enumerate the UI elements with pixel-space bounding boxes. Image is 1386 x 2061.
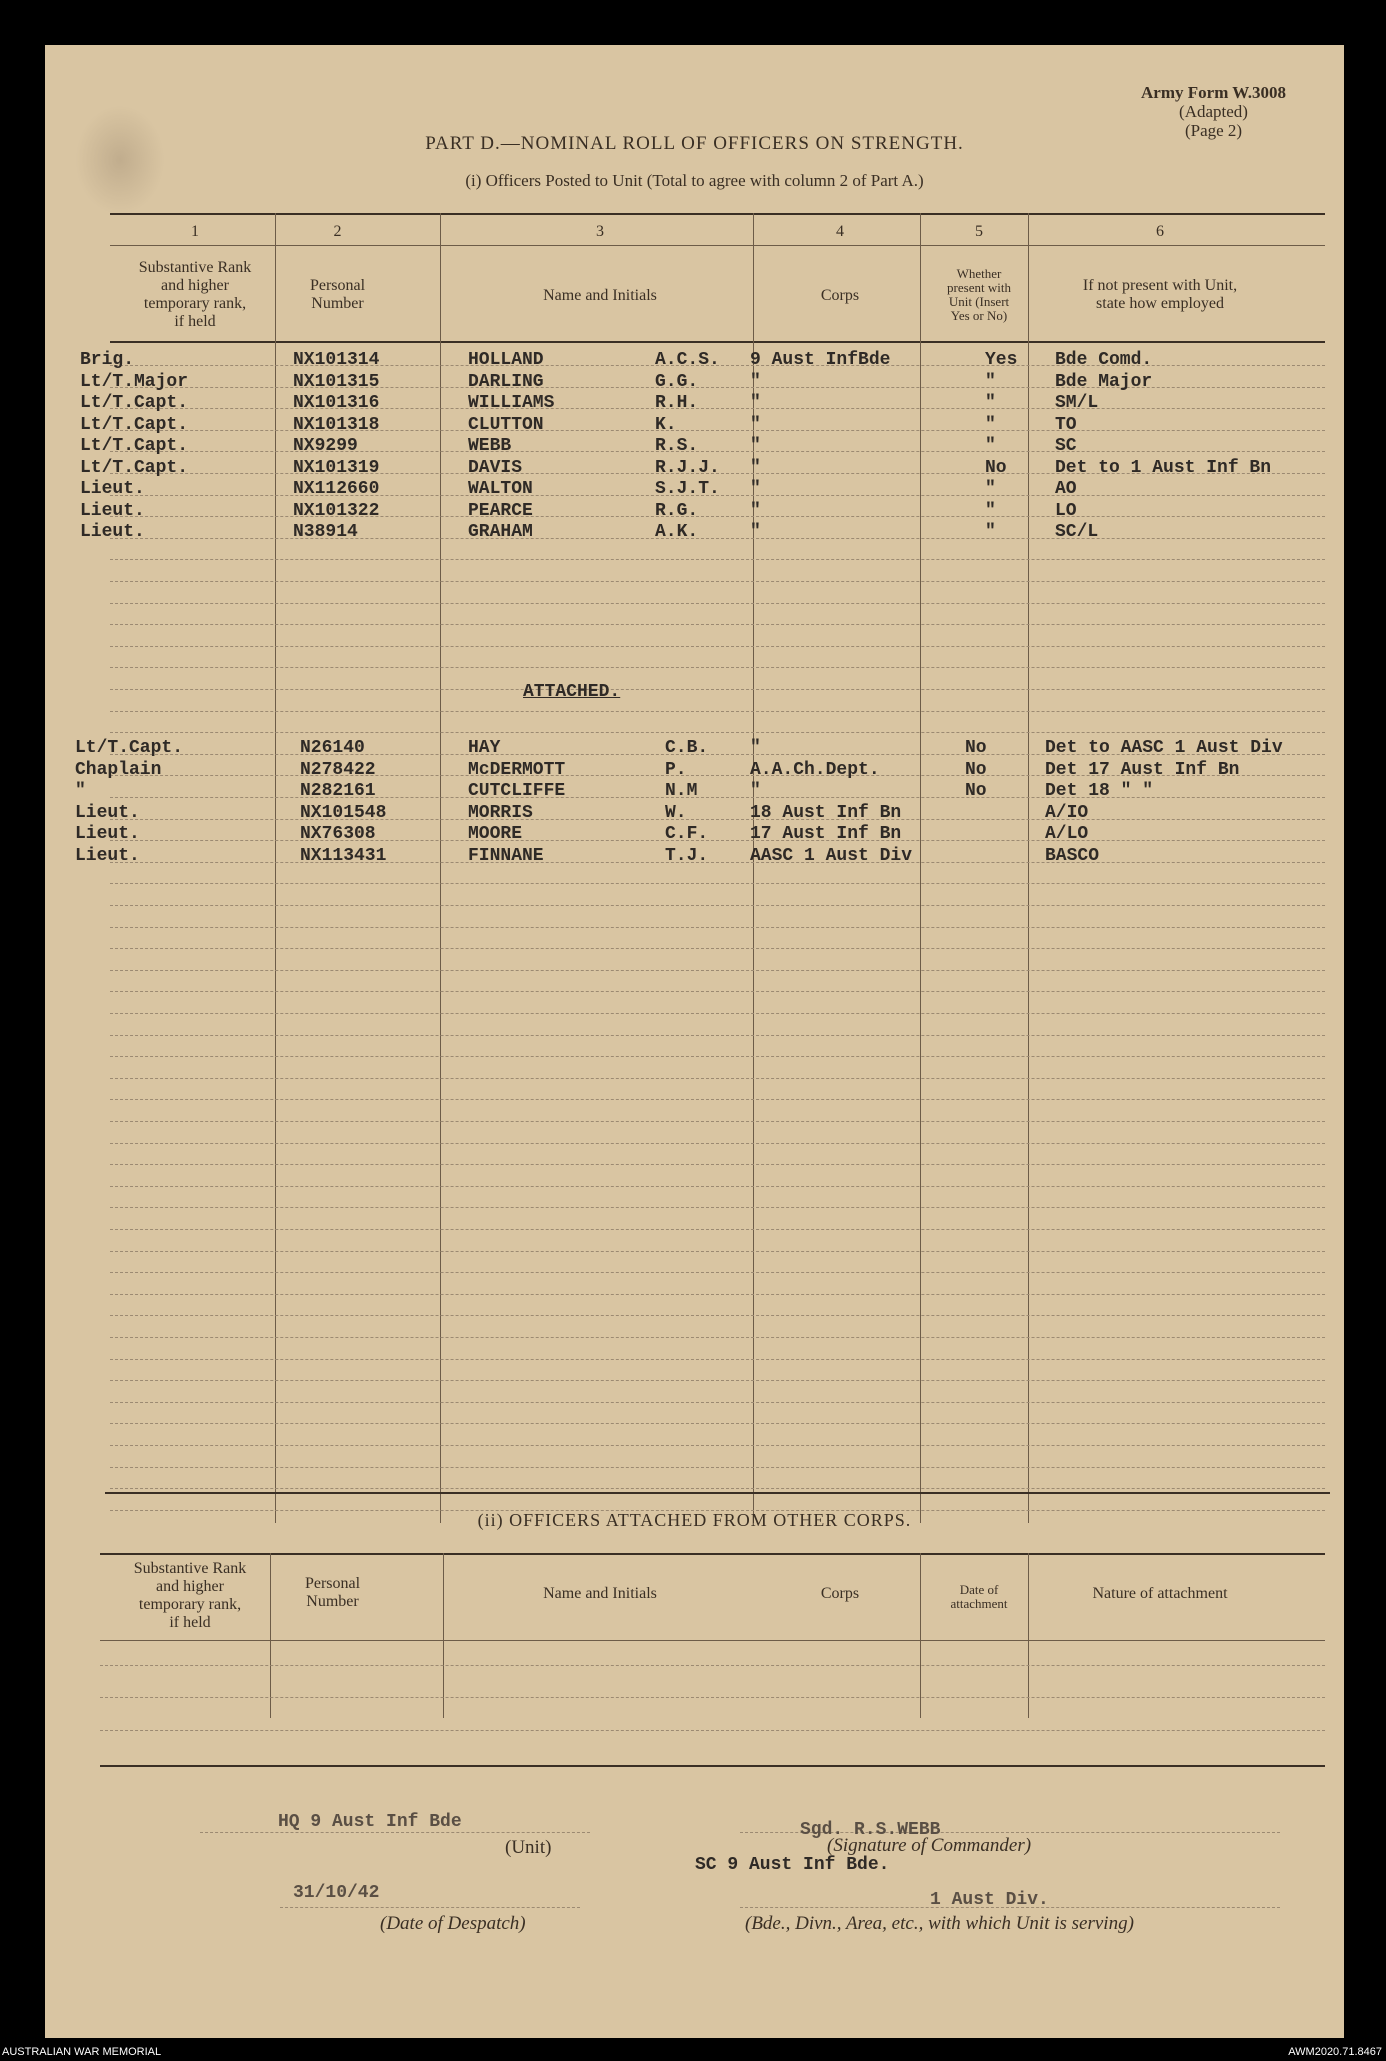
- present-cell: ": [985, 522, 996, 542]
- corps-cell: ": [750, 500, 761, 521]
- header-line: If not present with Unit,: [1082, 277, 1238, 294]
- col-number-3: 3: [596, 223, 604, 240]
- rank-cell: Lt/T.Capt.: [80, 457, 189, 478]
- row-rule: [110, 559, 1325, 560]
- row-rule: [110, 1099, 1325, 1100]
- personal-number-cell: NX101314: [293, 350, 380, 370]
- signature-value: Sgd. R.S.WEBB: [800, 1820, 941, 1840]
- table-bottom-rule: [105, 1492, 1330, 1494]
- employment-cell: LO: [1055, 500, 1077, 521]
- row-rule: [110, 840, 1325, 841]
- employment-cell: Bde Major: [1055, 371, 1153, 392]
- page-title: PART D.—NOMINAL ROLL OF OFFICERS ON STRENGTH.: [425, 133, 964, 154]
- rank-cell: Lieut.: [75, 802, 140, 823]
- employment-cell: Det to 1 Aust Inf Bn: [1055, 457, 1272, 478]
- personal-number-cell: NX76308: [300, 824, 376, 844]
- unit-caption: (Unit): [505, 1837, 552, 1858]
- header-line: state how employed: [1096, 295, 1224, 312]
- s2-bottom-rule: [100, 1765, 1325, 1767]
- header-bottom-rule: [110, 341, 1325, 343]
- corps-cell: ": [750, 738, 761, 758]
- header-line: attachment: [950, 1596, 1008, 1611]
- present-cell: ": [985, 414, 996, 435]
- employment-cell: AO: [1055, 479, 1077, 499]
- form-page: [45, 45, 1344, 2038]
- row-rule: [110, 1315, 1325, 1316]
- name-cell: MOORE: [468, 824, 523, 844]
- employment-cell: BASCO: [1045, 845, 1100, 866]
- initials-cell: S.J.T.: [655, 479, 720, 499]
- personal-number-cell: NX101316: [293, 393, 380, 413]
- header-line: Personal: [304, 1575, 361, 1592]
- personal-number-cell: NX101319: [293, 457, 380, 478]
- name-cell: DAVIS: [468, 457, 523, 478]
- corps-cell: ": [750, 781, 761, 801]
- employment-cell: Det 18 " ": [1045, 781, 1154, 801]
- role-value: SC 9 Aust Inf Bde.: [695, 1855, 890, 1875]
- personal-number-cell: N38914: [293, 522, 358, 542]
- name-cell: HAY: [468, 738, 501, 758]
- signature-caption: (Signature of Commander): [827, 1835, 1032, 1856]
- header-line: Substantive Rank: [133, 1560, 247, 1577]
- row-rule: [110, 1402, 1325, 1403]
- s2-header-nature: Nature of attachment: [1092, 1585, 1228, 1602]
- name-cell: DARLING: [468, 371, 544, 392]
- personal-number-cell: NX9299: [293, 436, 358, 456]
- corps-cell: ": [750, 479, 761, 499]
- s2-row-rule: [100, 1697, 1325, 1698]
- form-adapted: (Adapted): [1179, 102, 1248, 121]
- name-cell: CUTCLIFFE: [468, 781, 566, 801]
- header-line: and higher: [161, 277, 229, 294]
- page-subtitle: (i) Officers Posted to Unit (Total to agree with column 2 of Part A.): [465, 171, 924, 190]
- row-rule: [110, 1423, 1325, 1424]
- employment-cell: Det to AASC 1 Aust Div: [1045, 738, 1283, 758]
- row-rule: [110, 1207, 1325, 1208]
- present-cell: ": [985, 479, 996, 499]
- present-cell: Yes: [985, 350, 1018, 370]
- row-rule: [110, 646, 1325, 647]
- rank-cell: ": [75, 781, 86, 801]
- initials-cell: N.M: [665, 781, 698, 801]
- column-divider: [440, 213, 441, 1523]
- header-line: Yes or No): [950, 308, 1008, 323]
- row-rule: [110, 883, 1325, 884]
- employment-cell: SM/L: [1055, 393, 1099, 413]
- row-rule: [110, 948, 1325, 949]
- employment-cell: Det 17 Aust Inf Bn: [1045, 759, 1240, 780]
- present-cell: No: [965, 781, 987, 801]
- row-rule: [110, 624, 1325, 625]
- employment-cell: SC/L: [1055, 522, 1099, 542]
- rank-cell: Lt/T.Capt.: [80, 414, 189, 435]
- initials-cell: R.J.J.: [655, 457, 720, 478]
- col-header-employment: [1035, 277, 1285, 313]
- header-line: if held: [174, 313, 216, 330]
- initials-cell: R.S.: [655, 436, 699, 456]
- col-header-name: Name and Initials: [543, 287, 657, 304]
- row-rule: [110, 1445, 1325, 1446]
- row-rule: [110, 1035, 1325, 1036]
- initials-cell: R.G.: [655, 500, 699, 521]
- paper-stain: [75, 105, 165, 215]
- row-rule: [110, 1186, 1325, 1187]
- s2-header-rule: [100, 1640, 1325, 1641]
- present-cell: ": [985, 393, 996, 413]
- rank-cell: Lieut.: [80, 522, 145, 542]
- s2-row-rule: [100, 1665, 1325, 1666]
- row-rule: [110, 927, 1325, 928]
- col-number-1: 1: [191, 223, 199, 240]
- footer-archive: AUSTRALIAN WAR MEMORIAL: [2, 2046, 162, 2058]
- row-rule: [110, 1380, 1325, 1381]
- column-divider: [920, 213, 921, 1523]
- row-rule: [110, 581, 1325, 582]
- header-line: temporary rank,: [138, 1596, 242, 1613]
- corps-cell: 18 Aust Inf Bn: [750, 802, 902, 823]
- row-rule: [110, 1272, 1325, 1273]
- header-line: if held: [169, 1614, 211, 1631]
- employment-cell: A/LO: [1045, 824, 1089, 844]
- corps-cell: ": [750, 436, 761, 456]
- header-line: Personal: [309, 277, 366, 294]
- row-rule: [110, 905, 1325, 906]
- row-rule: [110, 1121, 1325, 1122]
- name-cell: MORRIS: [468, 802, 533, 823]
- rank-cell: Lieut.: [80, 479, 145, 499]
- column-divider: [1028, 213, 1029, 1523]
- column-divider: [275, 213, 276, 1523]
- col-number-2: 2: [333, 223, 342, 240]
- name-cell: WILLIAMS: [468, 393, 555, 413]
- corps-cell: ": [750, 371, 761, 392]
- row-rule: [110, 667, 1325, 668]
- row-rule: [110, 1013, 1325, 1014]
- row-rule: [110, 1056, 1325, 1057]
- row-rule: [110, 603, 1325, 604]
- corps-cell: 17 Aust Inf Bn: [750, 824, 902, 844]
- col-number-5: 5: [975, 223, 983, 240]
- rank-cell: Lieut.: [75, 845, 140, 866]
- present-cell: No: [965, 738, 987, 758]
- row-rule: [110, 1164, 1325, 1165]
- unit-line: [200, 1832, 590, 1833]
- present-cell: ": [985, 500, 996, 521]
- col-header-number: [275, 277, 400, 313]
- s2-header-rank: [100, 1560, 280, 1632]
- personal-number-cell: N278422: [300, 759, 376, 780]
- date-line: [280, 1907, 580, 1908]
- rank-cell: Brig.: [80, 350, 135, 370]
- s2-row-rule: [100, 1730, 1325, 1731]
- formation-caption: (Bde., Divn., Area, etc., with which Unit is serving): [745, 1913, 1134, 1934]
- initials-cell: A.K.: [655, 522, 699, 542]
- rank-cell: Lieut.: [80, 500, 145, 521]
- row-rule: [110, 862, 1325, 863]
- present-cell: ": [985, 436, 996, 456]
- corps-cell: ": [750, 522, 761, 542]
- present-cell: ": [985, 371, 996, 392]
- rank-cell: Chaplain: [75, 759, 162, 780]
- header-line: present with: [947, 280, 1011, 295]
- header-line: Number: [306, 1593, 359, 1610]
- initials-cell: P.: [665, 759, 687, 780]
- present-cell: No: [965, 759, 987, 780]
- s2-header-date: [925, 1583, 1033, 1611]
- s2-header-name: Name and Initials: [543, 1585, 657, 1602]
- date-caption: (Date of Despatch): [380, 1913, 526, 1934]
- col-header-rank: [105, 259, 285, 331]
- row-rule: [110, 1251, 1325, 1252]
- rank-cell: Lt/T.Capt.: [80, 393, 189, 413]
- row-rule: [110, 1359, 1325, 1360]
- corps-cell: A.A.Ch.Dept.: [750, 759, 880, 780]
- formation-value: 1 Aust Div.: [930, 1890, 1049, 1910]
- row-rule: [110, 1337, 1325, 1338]
- name-cell: GRAHAM: [468, 522, 533, 542]
- personal-number-cell: N282161: [300, 781, 376, 801]
- initials-cell: T.J.: [665, 845, 709, 866]
- s2-column-divider: [443, 1553, 444, 1718]
- s2-top-rule: [100, 1553, 1325, 1555]
- footer-accession: AWM2020.71.8467: [1288, 2046, 1382, 2058]
- header-line: and higher: [156, 1578, 224, 1595]
- row-rule: [110, 1229, 1325, 1230]
- name-cell: PEARCE: [468, 500, 533, 521]
- employment-cell: A/IO: [1045, 802, 1089, 823]
- header-line: Date of: [959, 1582, 999, 1597]
- employment-cell: Bde Comd.: [1055, 350, 1153, 370]
- initials-cell: R.H.: [655, 393, 699, 413]
- header-line: Whether: [956, 266, 1002, 281]
- header-line: Unit (Insert: [948, 294, 1010, 309]
- col-number-4: 4: [836, 223, 844, 240]
- personal-number-cell: NX101318: [293, 414, 380, 435]
- row-rule: [110, 1078, 1325, 1079]
- personal-number-cell: NX101548: [300, 802, 387, 823]
- form-header: [1141, 83, 1286, 140]
- corps-cell: ": [750, 457, 761, 478]
- corps-cell: ": [750, 393, 761, 413]
- personal-number-cell: NX101322: [293, 500, 380, 521]
- attached-label: ATTACHED.: [523, 682, 621, 702]
- corps-cell: ": [750, 414, 761, 435]
- unit-value: HQ 9 Aust Inf Bde: [278, 1812, 462, 1832]
- name-cell: WEBB: [468, 436, 512, 456]
- rank-cell: Lt/T.Capt.: [80, 436, 189, 456]
- row-rule: [110, 732, 1325, 733]
- col-header-present: [925, 267, 1033, 323]
- initials-cell: A.C.S.: [655, 350, 720, 370]
- header-line: temporary rank,: [143, 295, 247, 312]
- name-cell: FINNANE: [468, 845, 544, 866]
- personal-number-cell: NX112660: [293, 479, 380, 499]
- form-page-number: (Page 2): [1184, 121, 1243, 140]
- row-rule: [110, 819, 1325, 820]
- row-rule: [110, 689, 1325, 690]
- initials-cell: K.: [655, 414, 677, 435]
- name-cell: HOLLAND: [468, 350, 544, 370]
- personal-number-cell: NX101315: [293, 371, 380, 392]
- column-number-rule: [110, 245, 1325, 246]
- row-rule: [110, 1467, 1325, 1468]
- employment-cell: TO: [1055, 414, 1077, 435]
- name-cell: McDERMOTT: [468, 759, 566, 780]
- initials-cell: C.F.: [665, 824, 709, 844]
- rank-cell: Lieut.: [75, 824, 140, 844]
- name-cell: CLUTTON: [468, 414, 544, 435]
- row-rule: [110, 1294, 1325, 1295]
- row-rule: [110, 991, 1325, 992]
- header-line: Number: [311, 295, 364, 312]
- corps-cell: 9 Aust InfBde: [750, 350, 891, 370]
- date-value: 31/10/42: [293, 1883, 380, 1903]
- personal-number-cell: NX113431: [300, 845, 387, 866]
- initials-cell: G.G.: [655, 371, 699, 392]
- col-header-corps: Corps: [820, 287, 860, 304]
- initials-cell: W.: [665, 802, 687, 823]
- header-line: Substantive Rank: [138, 259, 252, 276]
- s2-column-divider: [1028, 1553, 1029, 1718]
- row-rule: [110, 711, 1325, 712]
- personal-number-cell: N26140: [300, 738, 365, 758]
- employment-cell: SC: [1055, 436, 1077, 456]
- row-rule: [110, 1488, 1325, 1489]
- form-number: Army Form W.3008: [1141, 83, 1286, 102]
- rank-cell: Lt/T.Major: [80, 371, 189, 392]
- s2-column-divider: [920, 1553, 921, 1718]
- section2-title: (ii) OFFICERS ATTACHED FROM OTHER CORPS.: [477, 1510, 912, 1530]
- row-rule: [110, 970, 1325, 971]
- row-rule: [110, 1143, 1325, 1144]
- name-cell: WALTON: [468, 479, 533, 499]
- s2-header-number: [270, 1575, 395, 1611]
- corps-cell: AASC 1 Aust Div: [750, 845, 913, 866]
- present-cell: No: [985, 457, 1007, 478]
- initials-cell: C.B.: [665, 738, 709, 758]
- rank-cell: Lt/T.Capt.: [75, 738, 184, 758]
- s2-header-corps: Corps: [820, 1585, 860, 1602]
- table-top-rule: [110, 213, 1325, 215]
- col-number-6: 6: [1156, 223, 1164, 240]
